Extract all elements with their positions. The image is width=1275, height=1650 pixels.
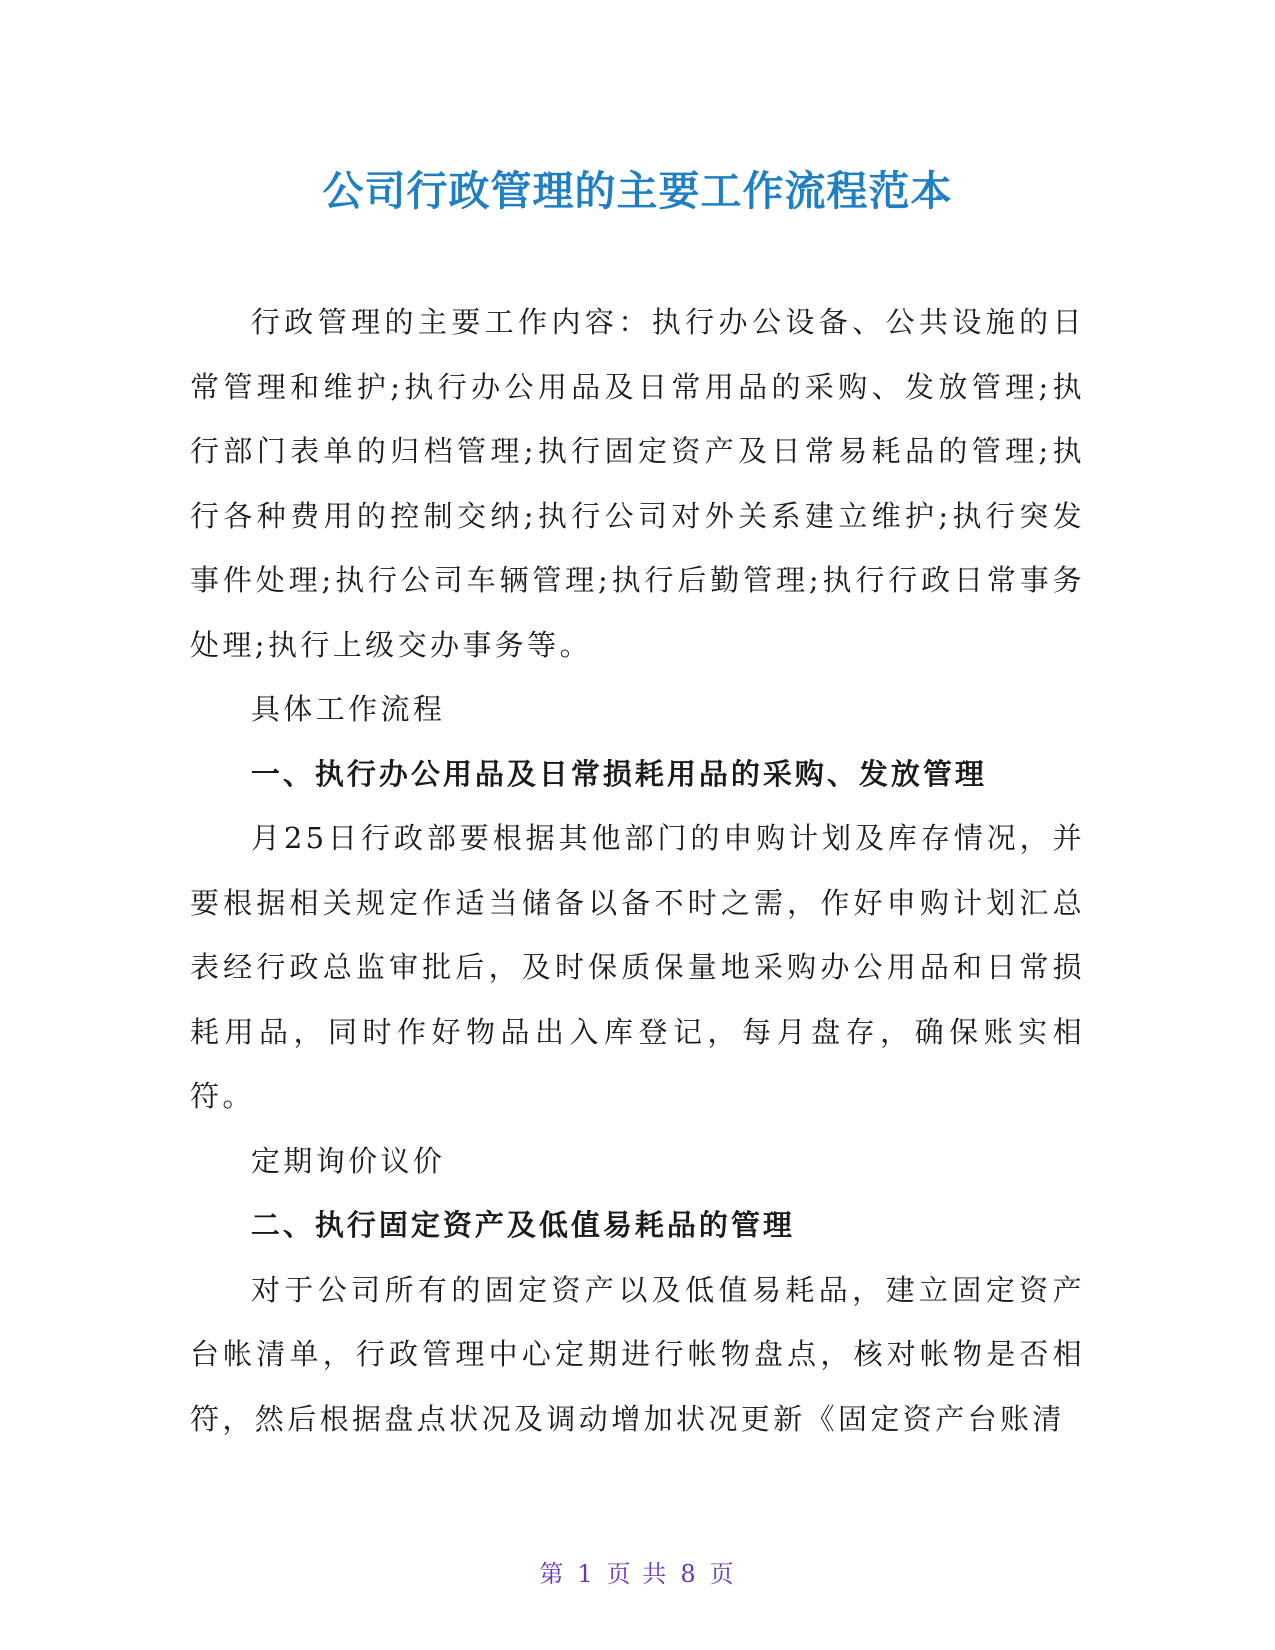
section-1-body: 月25日行政部要根据其他部门的申购计划及库存情况，并要根据相关规定作适当储备以备不时之需，作好申购计划汇总表经行政总监审批后，及时保质保量地采购办公用品和日常损耗用品，同时作好物品出入库登记，每月盘存，确保账实相符。 <box>190 821 1085 1113</box>
section-2-heading: 二、执行固定资产及低值易耗品的管理 <box>250 1208 795 1242</box>
intro-paragraph: 行政管理的主要工作内容：执行办公设备、公共设施的日常管理和维护;执行办公用品及日常用品的采购、发放管理;执行部门表单的归档管理;执行固定资产及日常易耗品的管理;执行各种费用的控制交纳;执行公司对外关系建立维护;执行突发事件处理;执行公司车辆管理;执行后勤管理;执行行政日常事务处理;执行上级交办事务等。 <box>190 305 1085 662</box>
section-2-body: 对于公司所有的固定资产以及低值易耗品，建立固定资产台帐清单，行政管理中心定期进行帐物盘点，核对帐物是否相符，然后根据盘点状况及调动增加状况更新《固定资产台账清 <box>190 1272 1085 1436</box>
document-body <box>190 290 1085 1451</box>
page-footer <box>0 1554 1275 1589</box>
workflow-subheading: 具体工作流程 <box>250 692 446 726</box>
current-page-number: 1 <box>577 1560 595 1588</box>
total-pages-number: 8 <box>680 1560 698 1588</box>
section-1-heading: 一、执行办公用品及日常损耗用品的采购、发放管理 <box>250 756 987 791</box>
page-label-suffix: 页 <box>709 1560 736 1588</box>
page-label-mid: 页 共 <box>606 1560 669 1588</box>
section-1-note: 定期询价议价 <box>250 1143 446 1178</box>
page-label-prefix: 第 <box>539 1560 566 1588</box>
page-title: 公司行政管理的主要工作流程范本 <box>322 167 953 215</box>
